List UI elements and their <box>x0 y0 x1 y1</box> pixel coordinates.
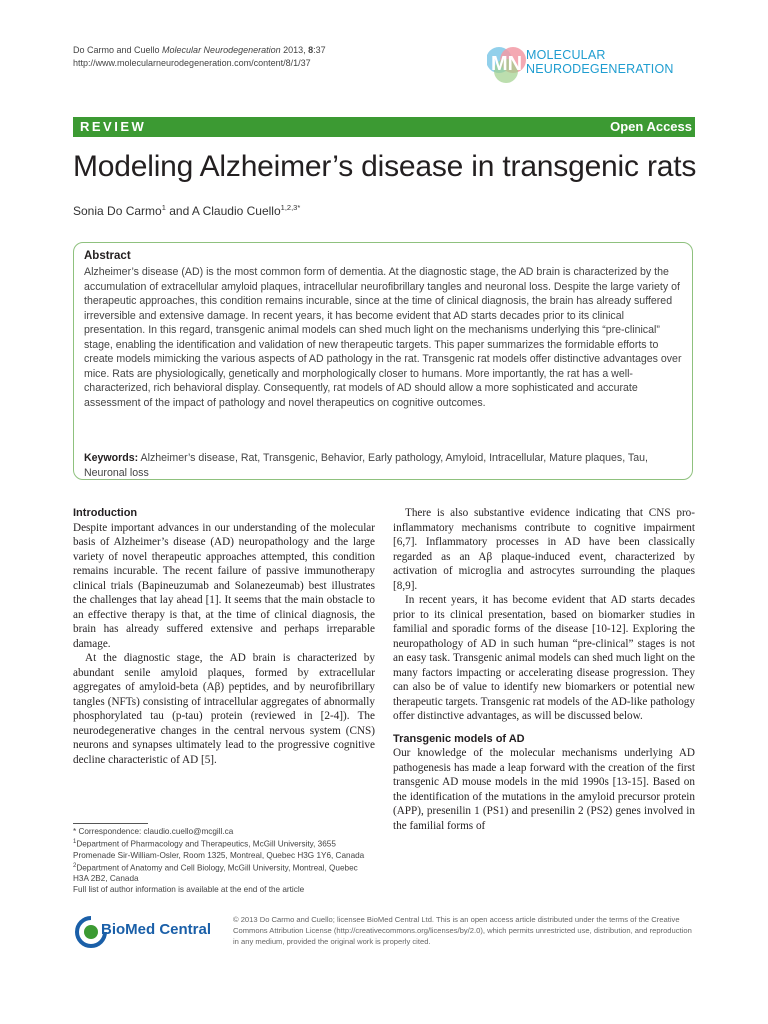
open-access-label: Open Access <box>610 119 692 134</box>
citation-journal: Molecular Neurodegeneration <box>162 45 281 55</box>
citation-header <box>73 44 326 69</box>
affiliation-2 <box>73 861 373 885</box>
section-heading-introduction: Introduction <box>73 507 138 519</box>
author-2-affiliation: 1,2,3* <box>280 203 301 212</box>
journal-logo-line1: MOLECULAR <box>526 48 606 62</box>
citation-line <box>73 44 326 57</box>
author-list <box>73 203 300 218</box>
citation-authors: Do Carmo and Cuello <box>73 45 163 55</box>
author-1-affiliation: 1 <box>161 203 166 212</box>
journal-logo-letters: MN <box>491 53 523 75</box>
article-type-label: REVIEW <box>80 119 147 134</box>
body-paragraph: At the diagnostic stage, the AD brain is characterized by abundant senile amyloid plaques, formed by extracellular aggregates of amyloid-beta (Aβ) peptides, and by neurofibrillary tangles (NFTs) consisting of intracellular aggregates of abnormally phosphorylated tau (p-tau) protein (reviewed in [2-4]). The neurodegenerative changes in the central nervous system (CNS) neurons and synapses ultimately lead to the progressive cognitive decline characteristic of AD [5]. <box>73 652 375 766</box>
biomed-central-wordmark: BioMed Central <box>101 921 212 938</box>
keywords-label: Keywords: <box>84 452 139 464</box>
journal-logo-wordmark <box>526 48 674 76</box>
author-2: A Claudio Cuello <box>191 204 281 218</box>
article-type-banner <box>73 117 695 137</box>
affiliation-2-text: Department of Anatomy and Cell Biology, McGill University, Montreal, Quebec H3A 2B2, Canada <box>73 863 358 884</box>
correspondence: * Correspondence: claudio.cuello@mcgill.ca <box>73 827 234 836</box>
body-column-right <box>393 506 695 833</box>
affiliation-2-marker: 2 <box>73 862 77 869</box>
citation-year: 2013, <box>280 45 309 55</box>
article-title: Modeling Alzheimer’s disease in transgenic rats <box>73 150 697 183</box>
author-conjunction: and <box>165 204 192 218</box>
abstract-text: Alzheimer’s disease (AD) is the most common form of dementia. At the diagnostic stage, the AD brain is characterized by the accumulation of extracellular amyloid plaques, intracellular neurofibrillary tangles and neuronal loss. Despite the large variety of therapeutic approaches, this condition remains incurable, since at the time of clinical diagnosis, the brain has already suffered irreversible and extensive damage. In recent years, it has become evident that AD starts decades prior to its clinical presentation. In this regard, transgenic animal models can shed much light on the mechanisms underlying this “pre-clinical” stage, enabling the identification and validation of new therapeutic targets. This paper summarizes the formidable efforts to create models mimicking the various aspects of AD pathology in the rat. Transgenic rat models offer distinctive advantages over mice. Rats are physiologically, genetically and morphologically closer to humans. More importantly, the rat has a well-characterized, rich behavioral display. Consequently, rat models of AD should allow a more sophisticated and accurate assessment of the impact of pathology and novel therapeutics on cognitive outcomes. <box>84 266 682 409</box>
body-paragraph: Despite important advances in our understanding of the molecular basis of Alzheimer’s disease (AD) neuropathology and the large variety of novel therapeutic approaches attempted, this condition remains incurable. The recent failure of passive immunotherapy clinical trials (Bapineuzumab and Solanezeumab) best illustrates the challenges that lay ahead [1]. It seems that the main obstacle to an effective therapy is that, at the time of clinical diagnosis, the brain has already suffered extensive and perhaps irreparable damage. <box>73 521 375 650</box>
section-heading-transgenic-models: Transgenic models of AD <box>393 732 525 745</box>
citation-pages: :37 <box>313 45 326 55</box>
citation-url[interactable]: http://www.molecularneurodegeneration.com/content/8/1/37 <box>73 57 311 68</box>
journal-logo-line2: NEURODEGENERATION <box>526 62 674 76</box>
body-column-left <box>73 506 375 767</box>
keywords-list: Alzheimer’s disease, Rat, Transgenic, Behavior, Early pathology, Amyloid, Intracellular, Mature plaques, Tau, Neuronal loss <box>84 452 648 479</box>
author-1: Sonia Do Carmo <box>73 204 162 218</box>
license-text: © 2013 Do Carmo and Cuello; licensee BioMed Central Ltd. This is an open access article distributed under the terms of the Creative Commons Attribution License (http://creativecommons.org/licenses/by/2.0), which permits unrestricted use, distribution, and reproduction in any medium, provided the original work is properly cited. <box>233 915 692 946</box>
body-paragraph: There is also substantive evidence indicating that CNS pro-inflammatory mechanisms contribute to cognitive impairment [6,7]. Inflammatory processes in AD have been classically regarded as an Aβ plaque-induced event, characterized by activation of microglia and astrocytes surrounding the plaques [8,9]. <box>393 507 695 592</box>
body-paragraph: Our knowledge of the molecular mechanisms underlying AD pathogenesis has made a leap forward with the creation of the first transgenic AD mouse models in the mid 1990s [13-15]. Based on the identification of the mutations in the amyloid precursor protein (APP), presenilin 1 (PS1) and presenilin 2 (PS2) genes involved in the familial forms of <box>393 747 695 832</box>
affiliation-1-text: Department of Pharmacology and Therapeutics, McGill University, 3655 Promenade Sir-William-Osler, Room 1325, Montreal, Quebec H3G 1Y6, Canada <box>73 839 365 860</box>
body-paragraph: In recent years, it has become evident that AD starts decades prior to its clinical presentation, based on biomarker studies in familial and sporadic forms of the disease [10-12]. Exploring the neuropathology of AD in such human “pre-clinical” stages is not an easy task. Transgenic animal models can shed much light on the many factors impacting or accelerating disease progression. They can also be of value to identify new biomarkers or potential new therapeutic targets. Transgenic rat models of the AD-like pathology offer distinctive advantages, as will be discussed below. <box>393 594 695 722</box>
keywords <box>84 451 684 480</box>
footnote-divider <box>73 823 148 824</box>
abstract-heading: Abstract <box>84 250 131 262</box>
full-author-info-note: Full list of author information is available at the end of the article <box>73 885 305 895</box>
citation-volume: 8 <box>308 45 314 55</box>
affiliation-1-marker: 1 <box>73 839 77 845</box>
affiliation-1 <box>73 837 373 861</box>
footnotes <box>73 826 373 895</box>
